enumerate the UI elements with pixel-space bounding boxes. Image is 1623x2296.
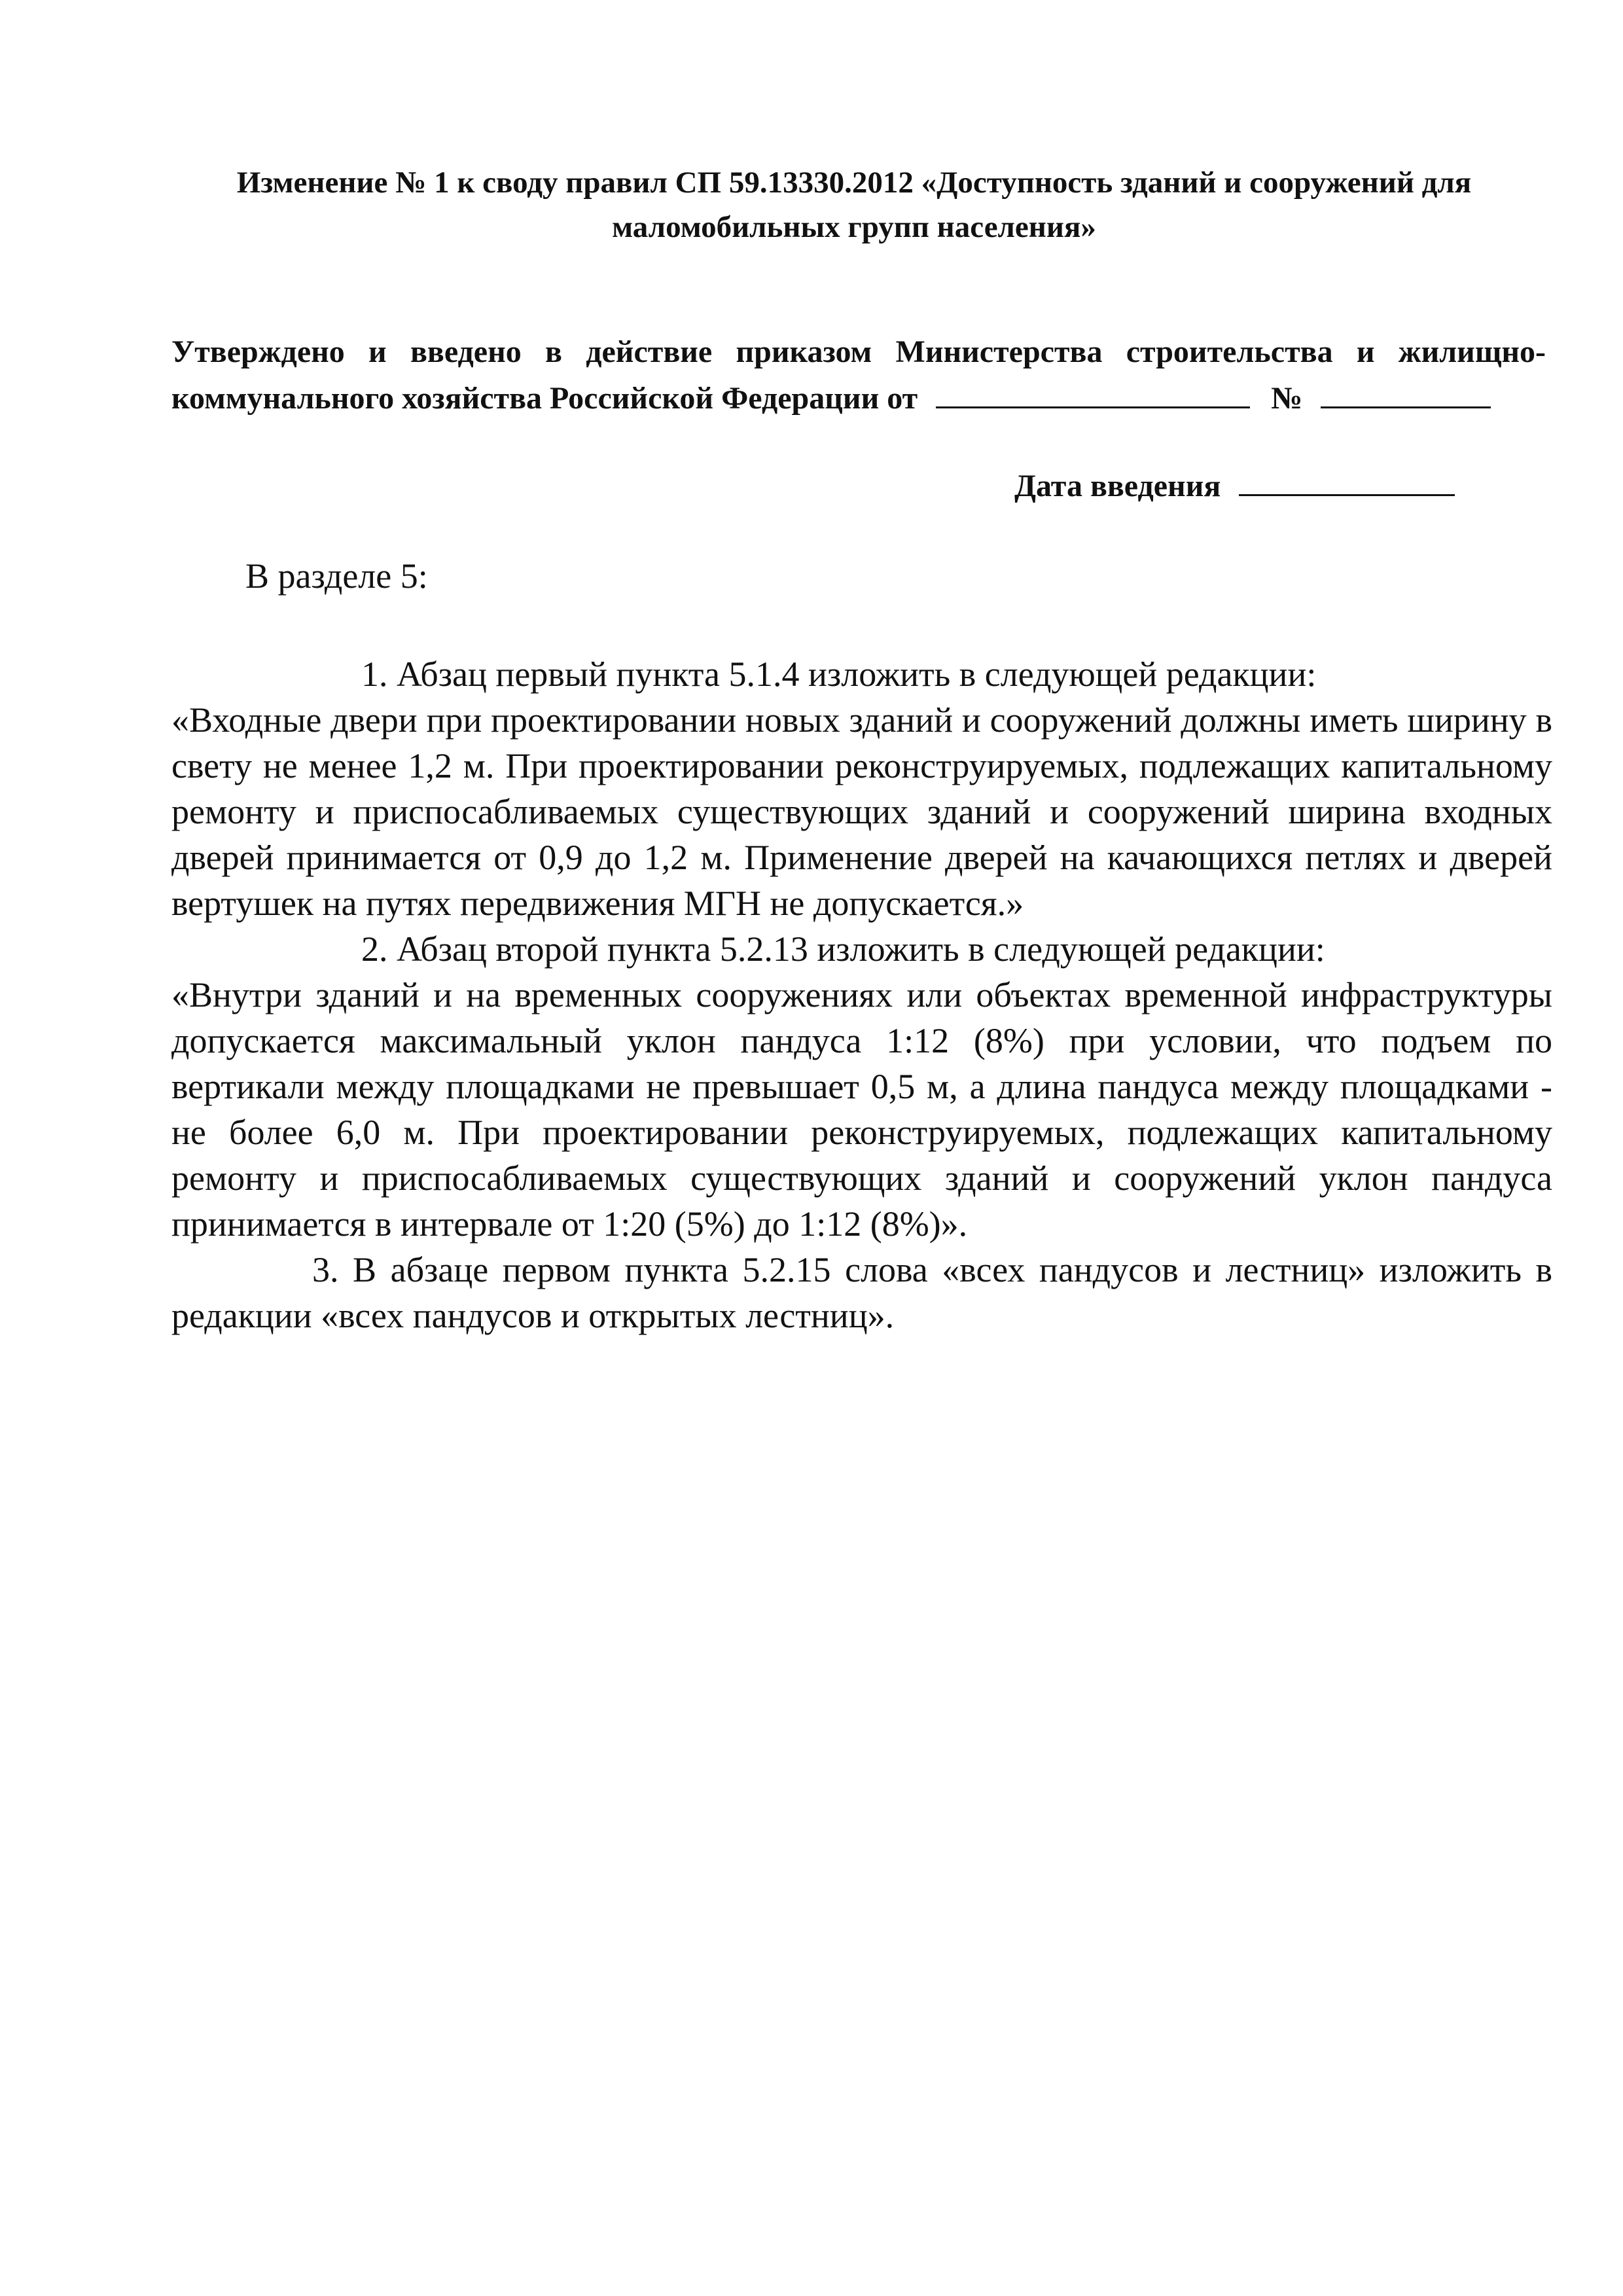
title-line-2: маломобильных групп населения» <box>612 210 1096 244</box>
item-1-heading: 1. Абзац первый пункта 5.1.4 изложить в следующей редакции: <box>361 655 1317 694</box>
title-line-1: Изменение № 1 к своду правил СП 59.13330.2012 «Доступность зданий и сооружений для <box>236 166 1472 200</box>
approval-line-2 <box>171 374 1546 420</box>
intro-date <box>1014 461 1558 508</box>
item-3-text: 3. В абзаце первом пункта 5.2.15 слова «всех пандусов и лестниц» изложить в редакции «всех пандусов и открытых лестниц». <box>171 1250 1552 1335</box>
approval-statement <box>171 331 1546 420</box>
order-number-sign: № <box>1271 381 1303 416</box>
approval-line-1: Утверждено и введено в действие приказом Министерства строительства и жилищно- <box>171 334 1546 369</box>
document-title <box>164 160 1544 249</box>
section-heading: В разделе 5: <box>245 556 428 596</box>
order-number-blank <box>1321 374 1491 408</box>
approval-text: коммунального хозяйства Российской Федерации от <box>171 381 918 416</box>
item-1-text: «Входные двери при проектировании новых зданий и сооружений должны иметь ширину в свету не менее 1,2 м. При проектировании реконструируемых, подлежащих капитальному ремонту и приспосабливаемых существующих зданий и сооружений ширина входных дверей принимается от 0,9 до 1,2 м. Применение дверей на качающихся петлях и дверей вертушек на путях передвижения МГН не допускается.» <box>171 700 1552 923</box>
intro-date-blank <box>1239 461 1455 496</box>
amendment-body <box>171 651 1552 1338</box>
item-2-heading: 2. Абзац второй пункта 5.2.13 изложить в следующей редакции: <box>361 929 1325 969</box>
intro-date-label: Дата введения <box>1014 469 1221 503</box>
item-2-text: «Внутри зданий и на временных сооружениях или объектах временной инфраструктуры допускается максимальный уклон пандуса 1:12 (8%) при условии, что подъем по вертикали между площадками не превышает 0,5 м, а длина пандуса между площадками - не более 6,0 м. При проектировании реконструируемых, подлежащих капитальному ремонту и приспосабливаемых существующих зданий и сооружений уклон пандуса принимается в интервале от 1:20 (5%) до 1:12 (8%)». <box>171 975 1552 1244</box>
order-date-blank <box>936 374 1250 408</box>
